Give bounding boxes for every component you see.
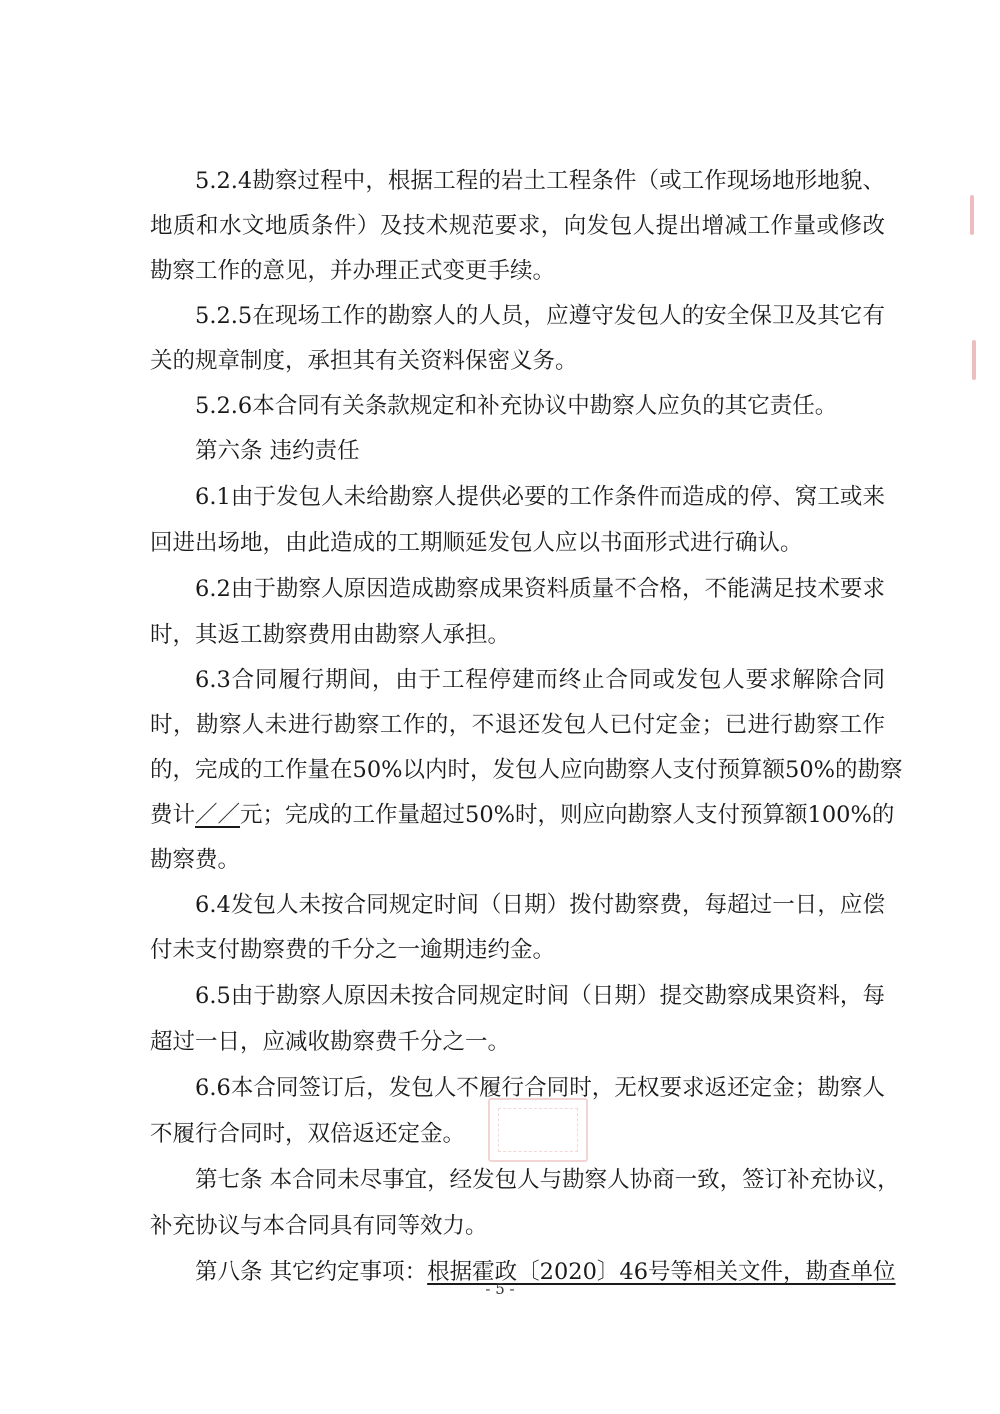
fee-prefix: 费计 — [150, 802, 196, 828]
text-line: 6.4发包人未按合同规定时间（日期）拨付勘察费，每超过一日，应偿 — [195, 892, 885, 918]
seal-stamp — [488, 1098, 588, 1162]
seal-edge-mark — [970, 195, 974, 235]
text-line: 6.1由于发包人未给勘察人提供必要的工作条件而造成的停、窝工或来 — [195, 484, 885, 510]
section-eight-underlined: 根据霍政〔2020〕46号等相关文件，勘查单位 — [427, 1259, 896, 1285]
text-line: 不履行合同时，双倍返还定金。 — [150, 1121, 466, 1147]
text-line: 付未支付勘察费的千分之一逾期违约金。 — [150, 937, 556, 963]
text-line: 补充协议与本合同具有同等效力。 — [150, 1213, 488, 1239]
seal-edge-mark — [972, 340, 976, 380]
fee-line — [150, 800, 895, 830]
text-line: 5.2.4勘察过程中，根据工程的岩土工程条件（或工作现场地形地貌、 — [195, 168, 885, 194]
text-line: 6.6本合同签订后，发包人不履行合同时，无权要求返还定金；勘察人 — [195, 1075, 885, 1101]
fee-suffix: 元；完成的工作量超过50%时，则应向勘察人支付预算额100%的 — [240, 802, 895, 828]
fee-blank: ／／ — [195, 802, 241, 828]
text-line: 超过一日，应减收勘察费千分之一。 — [150, 1029, 511, 1055]
text-line: 5.2.5在现场工作的勘察人的人员，应遵守发包人的安全保卫及其它有 — [195, 303, 885, 329]
text-line: 勘察费。 — [150, 847, 241, 873]
text-line: 6.5由于勘察人原因未按合同规定时间（日期）提交勘察成果资料，每 — [195, 983, 885, 1009]
text-line: 关的规章制度，承担其有关资料保密义务。 — [150, 348, 578, 374]
text-line: 地质和水文地质条件）及技术规范要求，向发包人提出增减工作量或修改 — [150, 213, 885, 239]
text-line: 的，完成的工作量在50%以内时，发包人应向勘察人支付预算额50%的勘察 — [150, 757, 903, 783]
text-line: 5.2.6本合同有关条款规定和补充协议中勘察人应负的其它责任。 — [195, 393, 838, 419]
section-eight-prefix: 第八条 其它约定事项： — [195, 1259, 428, 1285]
section-heading: 第六条 违约责任 — [195, 438, 360, 464]
page-number: - 5 - — [485, 1280, 515, 1298]
text-line: 勘察工作的意见，并办理正式变更手续。 — [150, 258, 556, 284]
text-line: 时，勘察人未进行勘察工作的，不退还发包人已付定金；已进行勘察工作 — [150, 712, 885, 738]
section-heading: 第七条 本合同未尽事宜，经发包人与勘察人协商一致，签订补充协议， — [195, 1167, 900, 1193]
text-line: 6.3合同履行期间，由于工程停建而终止合同或发包人要求解除合同 — [195, 667, 885, 693]
text-line: 6.2由于勘察人原因造成勘察成果资料质量不合格，不能满足技术要求 — [195, 576, 885, 602]
text-line: 时，其返工勘察费用由勘察人承担。 — [150, 622, 511, 648]
text-line: 回进出场地，由此造成的工期顺延发包人应以书面形式进行确认。 — [150, 530, 803, 556]
